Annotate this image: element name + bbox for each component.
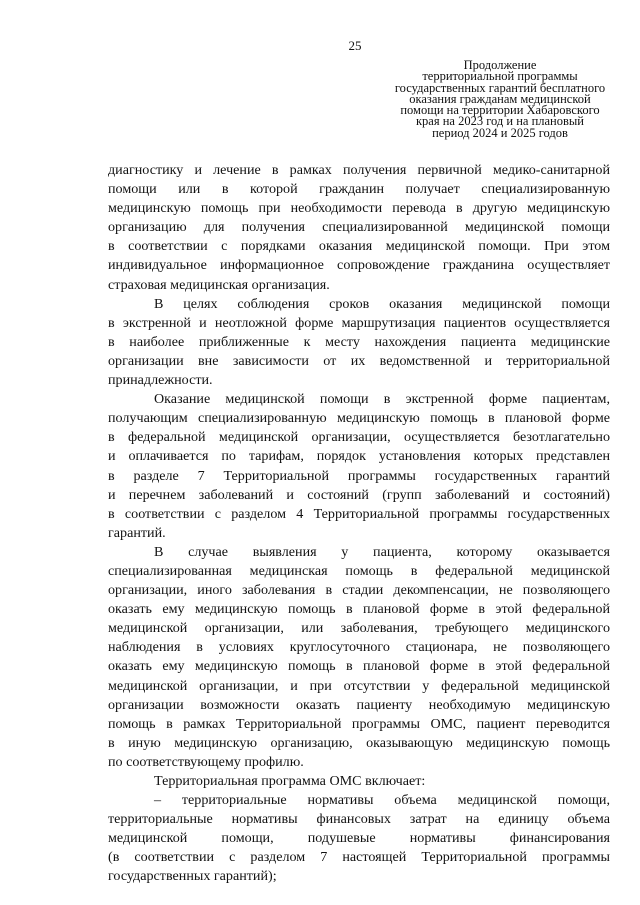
text-line: наблюдения в условиях круглосуточного стационара, не позволяющего: [108, 639, 610, 656]
text-line: специализированная медицинская помощь в федеральной медицинской: [108, 562, 610, 579]
text-line: оказать ему медицинскую помощь в плановой форме в этой федеральной: [108, 658, 610, 675]
text-line: В целях соблюдения сроков оказания медицинской помощи: [154, 295, 610, 312]
text-line: в экстренной и неотложной форме маршрутизация пациентов осуществляется: [108, 314, 610, 331]
text-line: организации, иного заболевания в стадии декомпенсации, не позволяющего: [108, 582, 610, 599]
text-line: в разделе 7 Территориальной программы государственных гарантий: [108, 467, 610, 484]
text-line: помощь в рамках Территориальной программы ОМС, пациент переводится: [108, 715, 610, 732]
text-line: принадлежности.: [108, 372, 213, 389]
text-line: организации возможности оказать пациенту необходимую медицинскую: [108, 696, 610, 713]
text-line: в соответствии с порядками оказания медицинской помощи. При этом: [108, 238, 610, 255]
text-line: медицинской помощи, подушевые нормативы финансирования: [108, 830, 610, 847]
text-line: – территориальные нормативы объема медицинской помощи,: [154, 792, 610, 809]
text-line: и оплачивается по тарифам, порядок установления которых представлен: [108, 448, 610, 465]
appendix-line: помощи на территории Хабаровского: [400, 103, 600, 118]
text-line: индивидуальное информационное сопровождение гражданина осуществляет: [108, 257, 610, 274]
text-line: помощи или в которой гражданин получает специализированную: [108, 181, 610, 198]
appendix-line: государственных гарантий бесплатного: [394, 80, 606, 95]
text-line: территориальные нормативы финансовых затрат на единицу объема: [108, 811, 610, 828]
text-line: по соответствующему профилю.: [108, 753, 304, 770]
appendix-line: края на 2023 год и на плановый: [415, 114, 584, 129]
body-text: [108, 161, 610, 887]
text-line: медицинскую помощь при необходимости перевода в другую медицинскую: [108, 200, 610, 217]
text-line: получающим специализированную медицинскую помощь в плановой форме: [108, 410, 610, 427]
text-line: Оказание медицинской помощи в экстренной форме пациентам,: [154, 391, 610, 408]
text-line: страховая медицинская организация.: [108, 276, 330, 293]
appendix-line: период 2024 и 2025 годов: [432, 125, 568, 140]
text-line: государственных гарантий);: [108, 868, 277, 885]
text-line: в наиболее приближенные к месту нахождения пациента медицинские: [108, 333, 610, 350]
text-line: в соответствии с разделом 4 Территориальной программы государственных: [108, 505, 610, 522]
text-line: медицинской организации, и при отсутствии у федеральной медицинской: [108, 677, 610, 694]
text-line: оказать ему медицинскую помощь в плановой форме в этой федеральной: [108, 601, 610, 618]
appendix-line: Продолжение: [463, 58, 537, 72]
text-line: В случае выявления у пациента, которому оказывается: [154, 543, 610, 560]
text-line: и перечнем заболеваний и состояний (групп заболеваний и состояний): [108, 486, 610, 503]
text-line: (в соответствии с разделом 7 настоящей Территориальной программы: [108, 849, 610, 866]
text-line: организацию для получения специализированной медицинской помощи: [108, 219, 610, 236]
appendix-line: оказания гражданам медицинской: [409, 91, 591, 106]
page-number: 25: [348, 38, 362, 53]
text-line: гарантий.: [108, 524, 166, 541]
text-line: в иную медицинскую организацию, оказывающую медицинскую помощь: [108, 734, 610, 751]
appendix-header: [380, 60, 620, 139]
text-line: в федеральной медицинской организации, осуществляется безотлагательно: [108, 429, 610, 446]
appendix-line: территориальной программы: [422, 69, 578, 84]
text-line: Территориальная программа ОМС включает:: [154, 773, 426, 789]
text-line: диагностику и лечение в рамках получения первичной медико-санитарной: [108, 162, 610, 178]
text-line: медицинской организации, или заболевания, требующего медицинского: [108, 620, 610, 637]
text-line: организации вне зависимости от их ведомственной и территориальной: [108, 352, 610, 369]
